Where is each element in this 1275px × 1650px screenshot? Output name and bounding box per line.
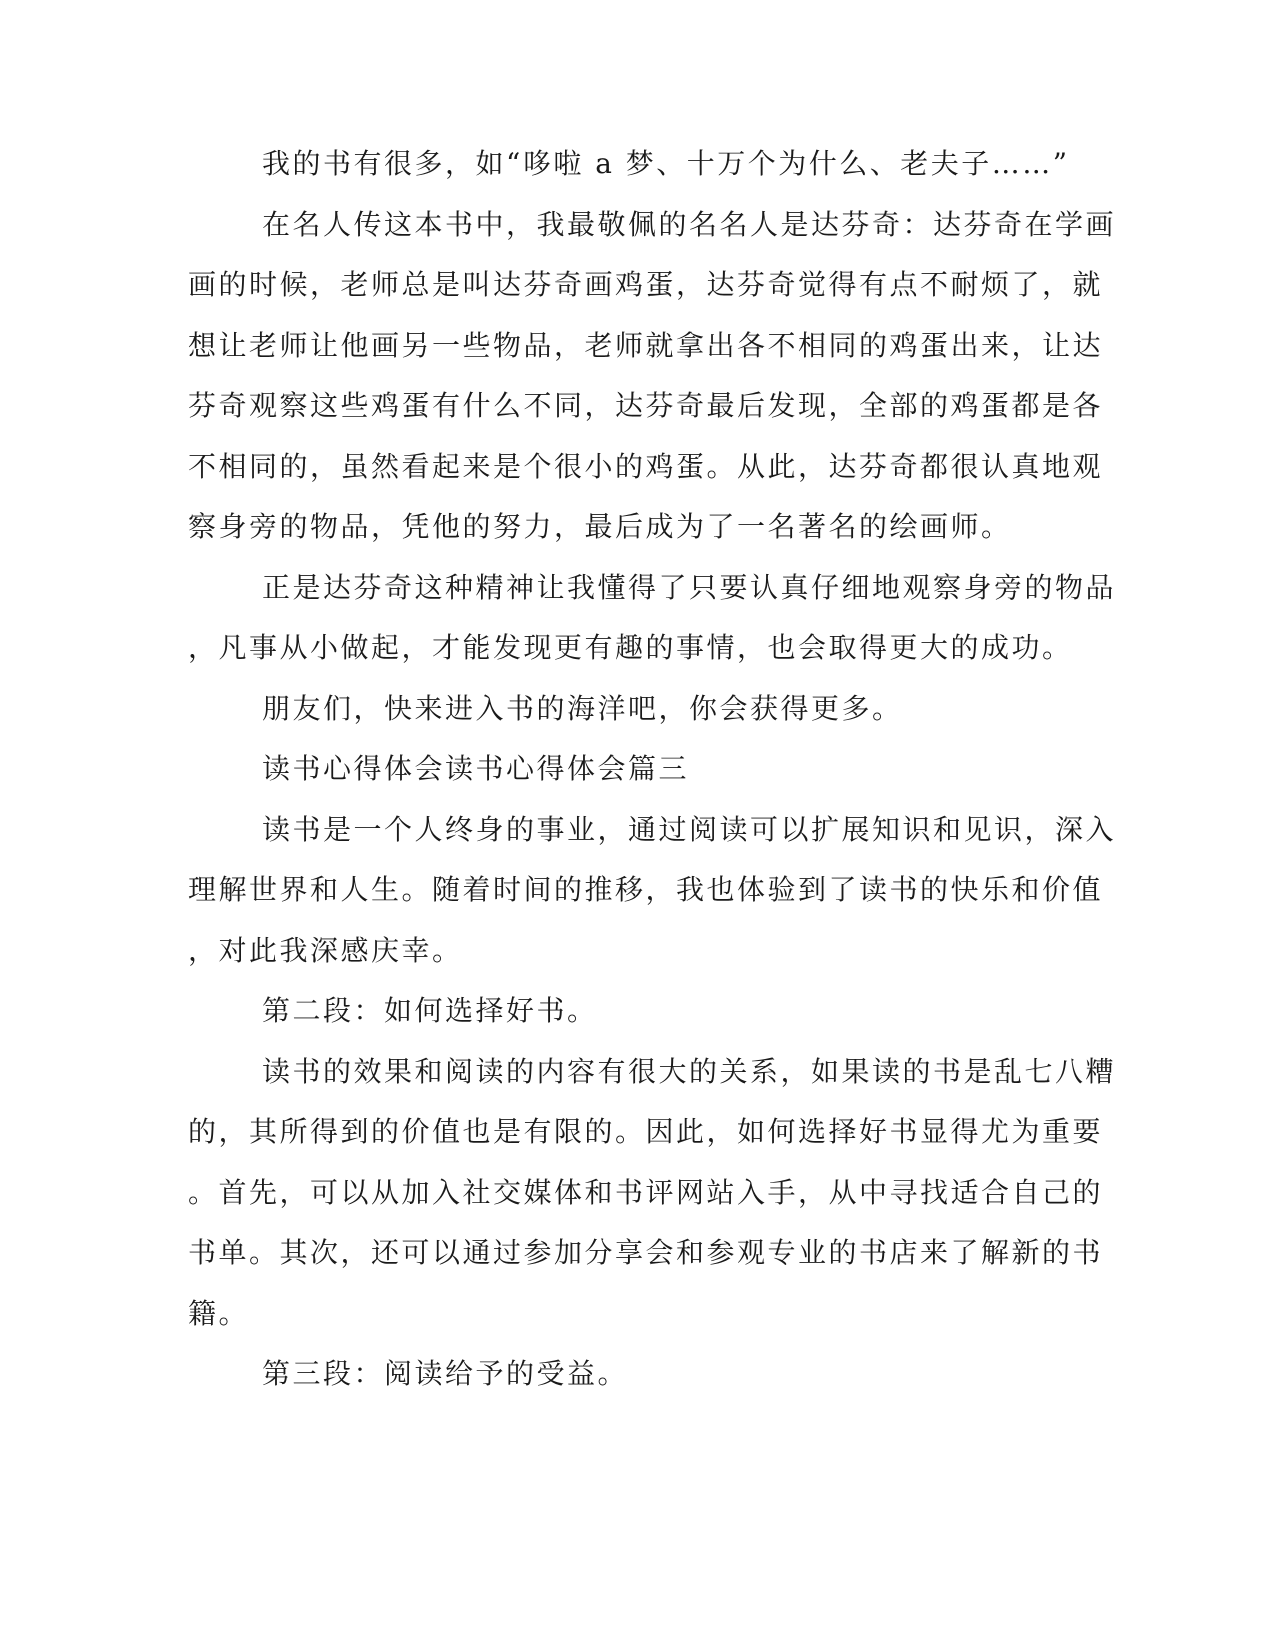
text-line: 读书是一个人终身的事业，通过阅读可以扩展知识和见识，深入	[262, 812, 1117, 846]
text-line: 我的书有很多，如“哆啦 a 梦、十万个为什么、老夫子……”	[262, 147, 1070, 180]
text-line: ，对此我深感庆幸。	[188, 933, 463, 967]
text-line: 正是达芬奇这种精神让我懂得了只要认真仔细地观察身旁的物品	[262, 570, 1117, 604]
section-heading: 读书心得体会读书心得体会篇三	[262, 752, 690, 785]
text-line: 。首先，可以从加入社交媒体和书评网站入手，从中寻找适合自己的	[188, 1175, 1104, 1209]
text-line: 读书的效果和阅读的内容有很大的关系，如果读的书是乱七八糟	[262, 1054, 1117, 1088]
section-heading: 第三段：阅读给予的受益。	[262, 1357, 629, 1390]
text-line: 芬奇观察这些鸡蛋有什么不同，达芬奇最后发现，全部的鸡蛋都是各	[188, 389, 1104, 422]
text-line: 在名人传这本书中，我最敬佩的名名人是达芬奇：达芬奇在学画	[262, 207, 1117, 241]
text-line: 想让老师让他画另一些物品，老师就拿出各不相同的鸡蛋出来，让达	[188, 328, 1104, 362]
text-line: 画的时候，老师总是叫达芬奇画鸡蛋，达芬奇觉得有点不耐烦了，就	[188, 268, 1104, 301]
text-line: 籍。	[188, 1296, 250, 1330]
text-line: 书单。其次，还可以通过参加分享会和参观专业的书店来了解新的书	[188, 1236, 1104, 1269]
section-heading: 第二段：如何选择好书。	[262, 994, 598, 1027]
text-line: ，凡事从小做起，才能发现更有趣的事情，也会取得更大的成功。	[188, 631, 1073, 664]
text-line: 察身旁的物品，凭他的努力，最后成为了一名著名的绘画师。	[188, 510, 1012, 543]
text-line: 的，其所得到的价值也是有限的。因此，如何选择好书显得尤为重要	[188, 1115, 1104, 1148]
text-line: 不相同的，虽然看起来是个很小的鸡蛋。从此，达芬奇都很认真地观	[188, 449, 1104, 483]
text-line: 理解世界和人生。随着时间的推移，我也体验到了读书的快乐和价值	[188, 873, 1104, 906]
text-line: 朋友们，快来进入书的海洋吧，你会获得更多。	[262, 691, 903, 725]
document-body	[188, 134, 1117, 1405]
